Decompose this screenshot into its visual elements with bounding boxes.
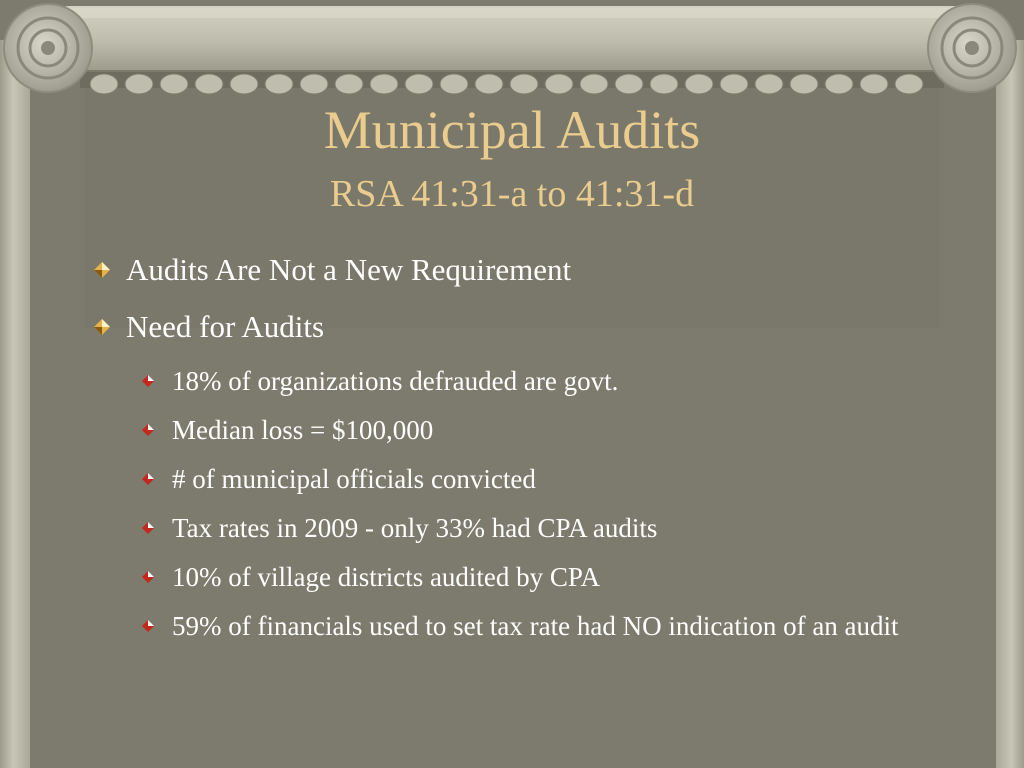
sub-bullet-text: # of municipal officials convicted (172, 464, 536, 494)
sub-bullet-item (134, 558, 968, 596)
ionic-capital-header (0, 0, 1024, 96)
sub-bullet-item (134, 460, 968, 498)
red-diamond-bullet-icon (142, 522, 154, 534)
bullet-item (88, 248, 968, 292)
bullet-item (88, 305, 968, 349)
gold-diamond-bullet-icon (94, 319, 110, 335)
red-diamond-bullet-icon (142, 473, 154, 485)
slide-subtitle: RSA 41:31-a to 41:31-d (329, 173, 695, 215)
sub-bullet-item (134, 607, 968, 645)
bullet-list (88, 248, 968, 656)
sub-bullet-text: 59% of financials used to set tax rate had NO indication of an audit (172, 611, 899, 641)
slide-title: Municipal Audits (323, 100, 701, 160)
bullet-text: Need for Audits (126, 309, 325, 344)
right-volute-icon (928, 4, 1016, 92)
sub-bullet-item (134, 362, 968, 400)
sub-bullet-item (134, 411, 968, 449)
red-diamond-bullet-icon (142, 620, 154, 632)
gold-diamond-bullet-icon (94, 262, 110, 278)
sub-bullet-text: Median loss = $100,000 (172, 415, 434, 445)
red-diamond-bullet-icon (142, 424, 154, 436)
bullet-text: Audits Are Not a New Requirement (126, 252, 572, 287)
sub-bullet-text: 10% of village districts audited by CPA (172, 562, 600, 592)
red-diamond-bullet-icon (142, 571, 154, 583)
red-diamond-bullet-icon (142, 375, 154, 387)
sub-bullet-text: Tax rates in 2009 - only 33% had CPA audits (172, 513, 658, 543)
left-volute-icon (4, 4, 92, 92)
sub-bullet-item (134, 509, 968, 547)
sub-bullet-text: 18% of organizations defrauded are govt. (172, 366, 619, 396)
